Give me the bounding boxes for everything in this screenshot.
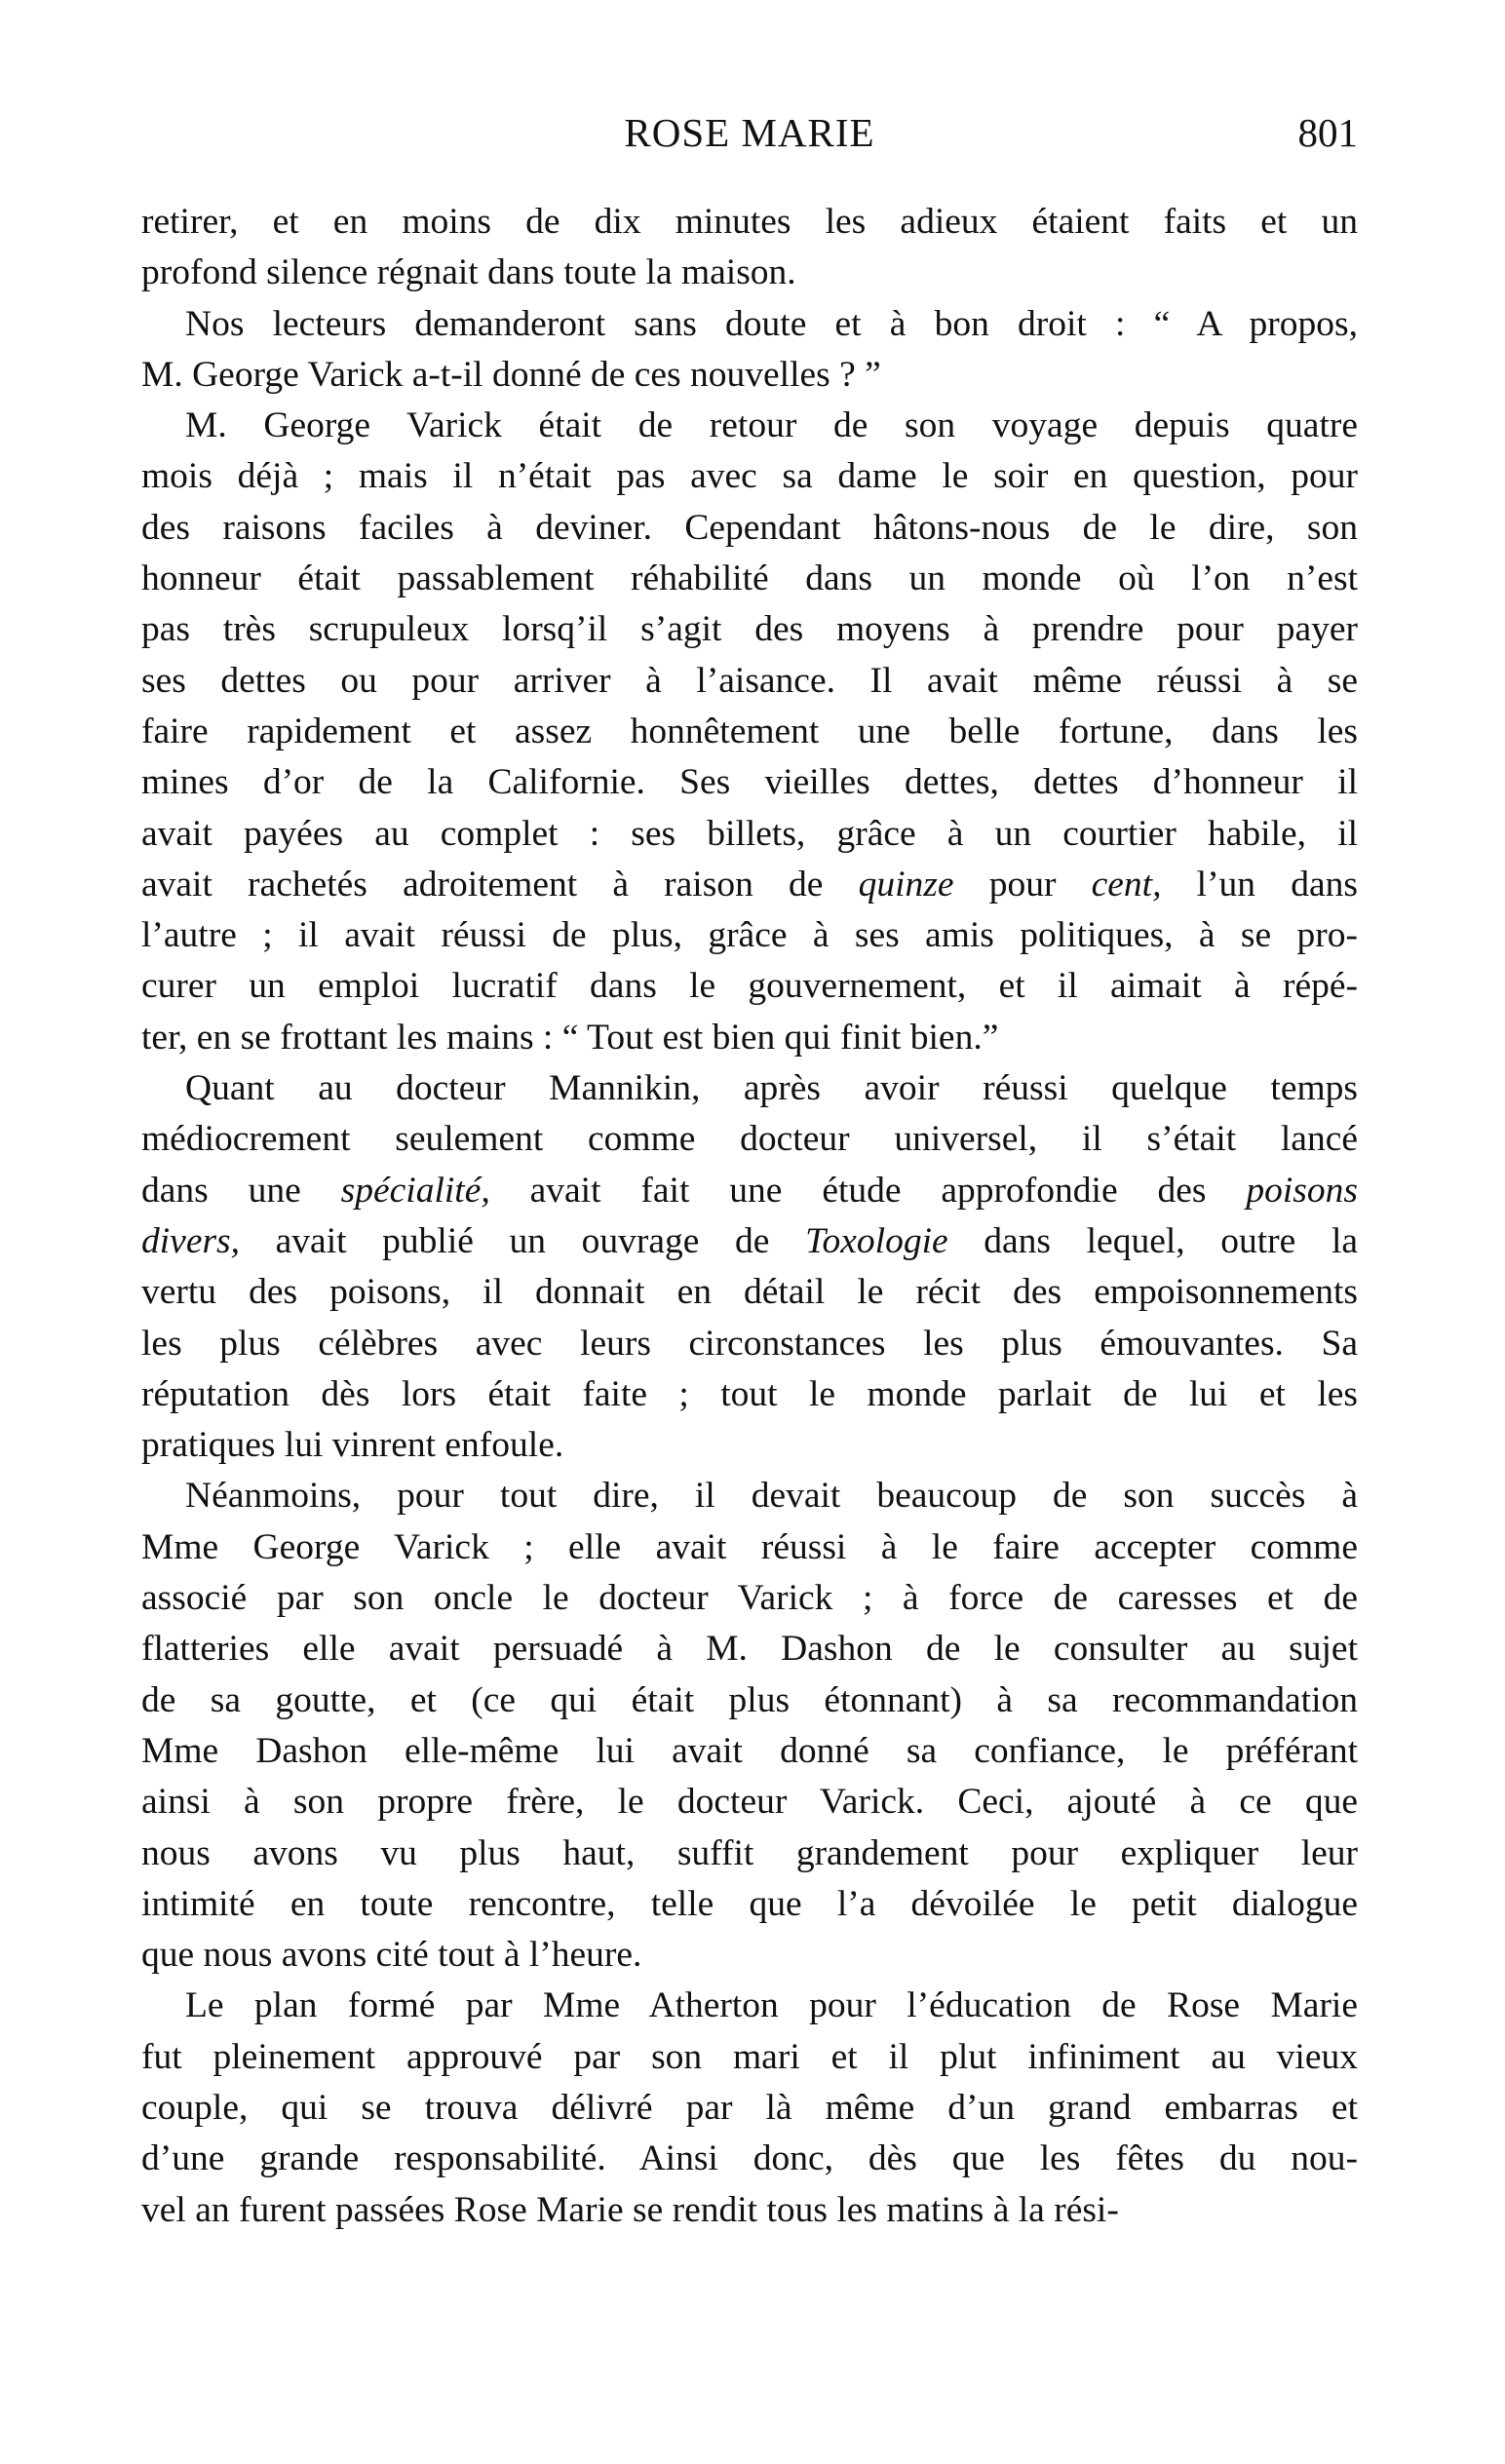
text-line: Le plan formé par Mme Atherton pour l’éducation de Rose Marie: [185, 1985, 1358, 2026]
text-line: intimité en toute rencontre, telle que l’a dévoilée le petit dialogue: [141, 1883, 1358, 1924]
page-header: [141, 109, 1358, 168]
running-title: ROSE MARIE: [624, 110, 875, 155]
text-line: des raisons faciles à deviner. Cependant hâtons-nous de le dire, son: [141, 507, 1358, 548]
text-line: couple, qui se trouva délivré par là même d’un grand embarras et: [141, 2087, 1358, 2128]
text-line: que nous avons cité tout à l’heure.: [141, 1935, 642, 1976]
text-line: ter, en se frottant les mains : “ Tout est bien qui finit bien.”: [141, 1017, 999, 1058]
text-line: pas très scrupuleux lorsq’il s’agit des moyens à prendre pour payer: [141, 609, 1358, 650]
text-line: vel an furent passées Rose Marie se rendit tous les matins à la rési-: [141, 2189, 1119, 2230]
text-line: Quant au docteur Mannikin, après avoir réussi quelque temps: [185, 1068, 1358, 1109]
paragraph: [141, 1471, 1358, 1981]
page-number: 801: [1297, 110, 1358, 155]
paragraph: [141, 299, 1358, 402]
text-line: M. George Varick a-t-il donné de ces nouvelles ? ”: [141, 354, 881, 395]
text-line: honneur était passablement réhabilité dans un monde où l’on n’est: [141, 558, 1358, 599]
text-line: Mme George Varick ; elle avait réussi à le faire accepter comme: [141, 1526, 1358, 1567]
text-line: les plus célèbres avec leurs circonstances les plus émouvantes. Sa: [141, 1323, 1358, 1364]
text-line: Nos lecteurs demanderont sans doute et à bon droit : “ A propos,: [185, 303, 1358, 344]
text-line: réputation dès lors était faite ; tout le monde parlait de lui et les: [141, 1373, 1358, 1414]
text-line: mines d’or de la Californie. Ses vieilles dettes, dettes d’honneur il: [141, 762, 1358, 803]
text-line: l’autre ; il avait réussi de plus, grâce à ses amis politiques, à se pro-: [141, 915, 1358, 956]
text-line: retirer, et en moins de dix minutes les adieux étaient faits et un: [141, 202, 1358, 242]
text-line: avait rachetés adroitement à raison de quinze pour cent, l’un dans: [141, 864, 1358, 905]
paragraph: [141, 401, 1358, 1063]
text-line: M. George Varick était de retour de son voyage depuis quatre: [185, 405, 1358, 446]
text-line: médiocrement seulement comme docteur universel, il s’était lancé: [141, 1119, 1358, 1160]
text-line: ses dettes ou pour arriver à l’aisance. Il avait même réussi à se: [141, 660, 1358, 701]
text-line: divers, avait publié un ouvrage de Toxologie dans lequel, outre la: [141, 1220, 1359, 1261]
text-line: faire rapidement et assez honnêtement une belle fortune, dans les: [141, 711, 1358, 751]
paragraph: [141, 197, 1358, 299]
text-line: Néanmoins, pour tout dire, il devait beaucoup de son succès à: [185, 1476, 1358, 1517]
text-line: mois déjà ; mais il n’était pas avec sa dame le soir en question, pour: [141, 456, 1358, 497]
text-line: pratiques lui vinrent enfoule.: [141, 1425, 564, 1466]
text-line: flatteries elle avait persuadé à M. Dashon de le consulter au sujet: [141, 1629, 1358, 1670]
text-line: d’une grande responsabilité. Ainsi donc, dès que les fêtes du nou-: [141, 2138, 1358, 2179]
text-line: Mme Dashon elle-même lui avait donné sa confiance, le préférant: [141, 1730, 1358, 1771]
paragraph: [141, 1063, 1358, 1471]
text-line: fut pleinement approuvé par son mari et il plut infiniment au vieux: [141, 2036, 1358, 2077]
body-text: [141, 197, 1358, 2236]
text-line: ainsi à son propre frère, le docteur Varick. Ceci, ajouté à ce que: [141, 1782, 1358, 1823]
text-line: curer un emploi lucratif dans le gouvernement, et il aimait à répé-: [141, 966, 1358, 1007]
text-line: dans une spécialité, avait fait une étude approfondie des poisons: [141, 1170, 1358, 1211]
paragraph: [141, 1981, 1358, 2235]
text-line: nous avons vu plus haut, suffit grandement pour expliquer leur: [141, 1832, 1358, 1873]
text-line: avait payées au complet : ses billets, grâce à un courtier habile, il: [141, 813, 1358, 854]
text-line: associé par son oncle le docteur Varick ; à force de caresses et de: [141, 1578, 1358, 1619]
text-line: vertu des poisons, il donnait en détail le récit des empoisonnements: [141, 1272, 1358, 1313]
text-line: de sa goutte, et (ce qui était plus étonnant) à sa recommandation: [141, 1679, 1358, 1720]
text-line: profond silence régnait dans toute la maison.: [141, 252, 796, 293]
